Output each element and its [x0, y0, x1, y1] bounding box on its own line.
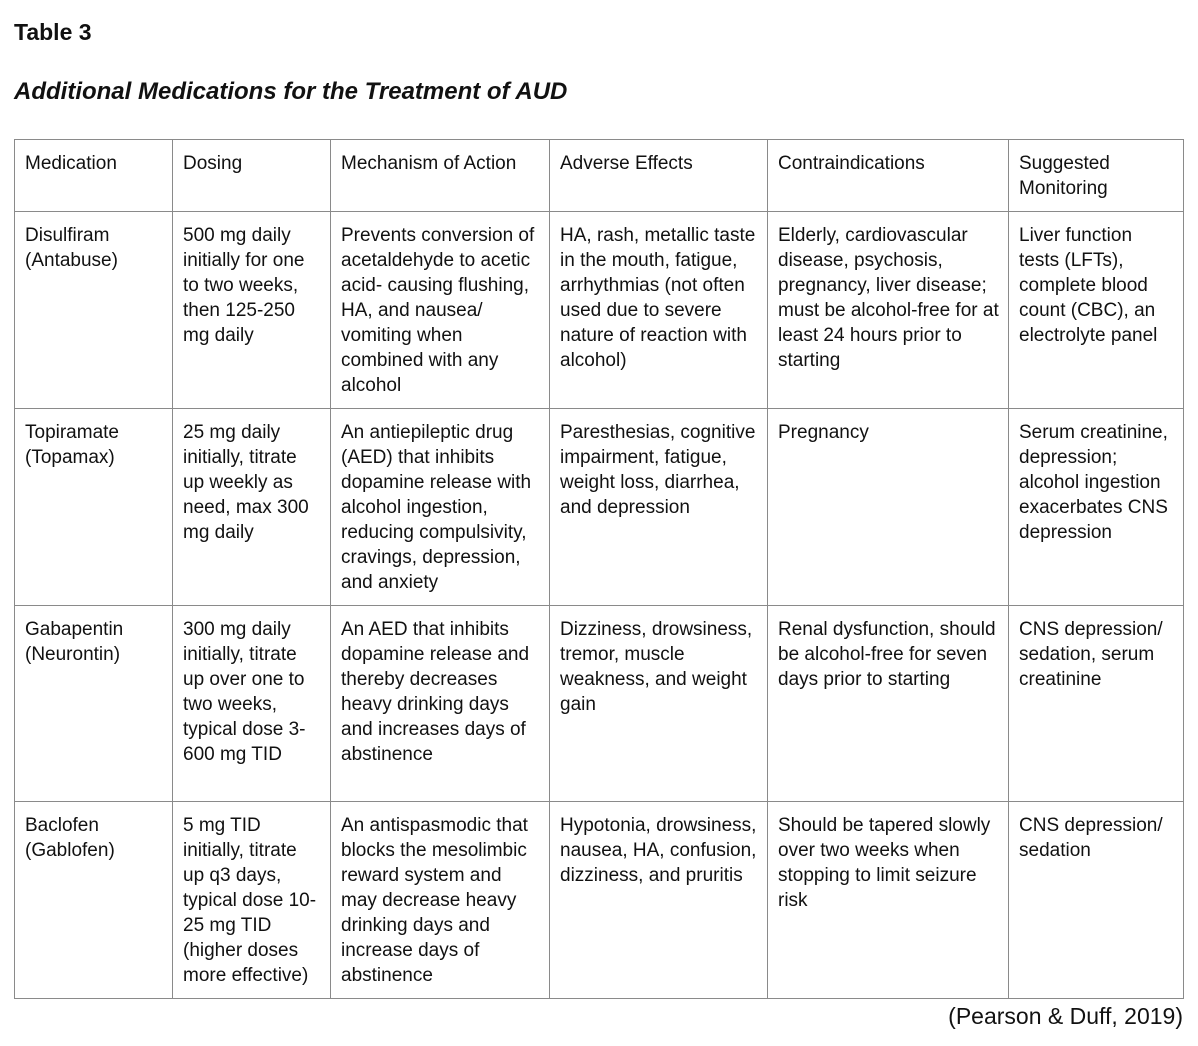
column-header-dosing: Dosing	[173, 140, 331, 212]
cell-monitoring: CNS depression/ sedation, serum creatinine	[1009, 606, 1184, 802]
cell-dosing: 25 mg daily initially, titrate up weekly as need, max 300 mg daily	[173, 409, 331, 606]
cell-adverse-effects: Paresthesias, cognitive impairment, fatigue, weight loss, diarrhea, and depression	[550, 409, 768, 606]
cell-mechanism: An antiepileptic drug (AED) that inhibits dopamine release with alcohol ingestion, reducing compulsivity, cravings, depression, and anxiety	[331, 409, 550, 606]
cell-contraindications: Elderly, cardiovascular disease, psychosis, pregnancy, liver disease; must be alcohol-free for at least 24 hours prior to starting	[768, 212, 1009, 409]
cell-dosing: 300 mg daily initially, titrate up over one to two weeks, typical dose 3-600 mg TID	[173, 606, 331, 802]
table-row	[15, 606, 1184, 802]
cell-monitoring: CNS depression/ sedation	[1009, 802, 1184, 999]
cell-contraindications: Pregnancy	[768, 409, 1009, 606]
cell-adverse-effects: Dizziness, drowsiness, tremor, muscle weakness, and weight gain	[550, 606, 768, 802]
column-header-adverse-effects: Adverse Effects	[550, 140, 768, 212]
cell-dosing: 500 mg daily initially for one to two weeks, then 125-250 mg daily	[173, 212, 331, 409]
cell-monitoring: Serum creatinine, depression; alcohol ingestion exacerbates CNS depression	[1009, 409, 1184, 606]
column-header-medication: Medication	[15, 140, 173, 212]
cell-medication: Gabapentin (Neurontin)	[15, 606, 173, 802]
table-title: Additional Medications for the Treatment of AUD	[14, 78, 568, 105]
cell-adverse-effects: HA, rash, metallic taste in the mouth, fatigue, arrhythmias (not often used due to severe nature of reaction with alcohol)	[550, 212, 768, 409]
table-label: Table 3	[14, 19, 92, 45]
cell-contraindications: Should be tapered slowly over two weeks when stopping to limit seizure risk	[768, 802, 1009, 999]
cell-medication: Baclofen (Gablofen)	[15, 802, 173, 999]
cell-medication: Topiramate (Topamax)	[15, 409, 173, 606]
table-row	[15, 212, 1184, 409]
cell-contraindications: Renal dysfunction, should be alcohol-free for seven days prior to starting	[768, 606, 1009, 802]
cell-adverse-effects: Hypotonia, drowsiness, nausea, HA, confusion, dizziness, and pruritis	[550, 802, 768, 999]
table-row	[15, 802, 1184, 999]
medications-table	[14, 139, 1184, 999]
table-row	[15, 409, 1184, 606]
cell-monitoring: Liver function tests (LFTs), complete blood count (CBC), an electrolyte panel	[1009, 212, 1184, 409]
table-header-row	[15, 140, 1184, 212]
cell-mechanism: Prevents conversion of acetaldehyde to acetic acid- causing flushing, HA, and nausea/ vomiting when combined with any alcohol	[331, 212, 550, 409]
column-header-contraindications: Contraindications	[768, 140, 1009, 212]
column-header-mechanism: Mechanism of Action	[331, 140, 550, 212]
citation: (Pearson & Duff, 2019)	[948, 1003, 1183, 1029]
cell-mechanism: An antispasmodic that blocks the mesolimbic reward system and may decrease heavy drinking days and increase days of abstinence	[331, 802, 550, 999]
cell-medication: Disulfiram (Antabuse)	[15, 212, 173, 409]
cell-mechanism: An AED that inhibits dopamine release and thereby decreases heavy drinking days and increases days of abstinence	[331, 606, 550, 802]
column-header-monitoring: Suggested Monitoring	[1009, 140, 1184, 212]
cell-dosing: 5 mg TID initially, titrate up q3 days, typical dose 10-25 mg TID (higher doses more effective)	[173, 802, 331, 999]
